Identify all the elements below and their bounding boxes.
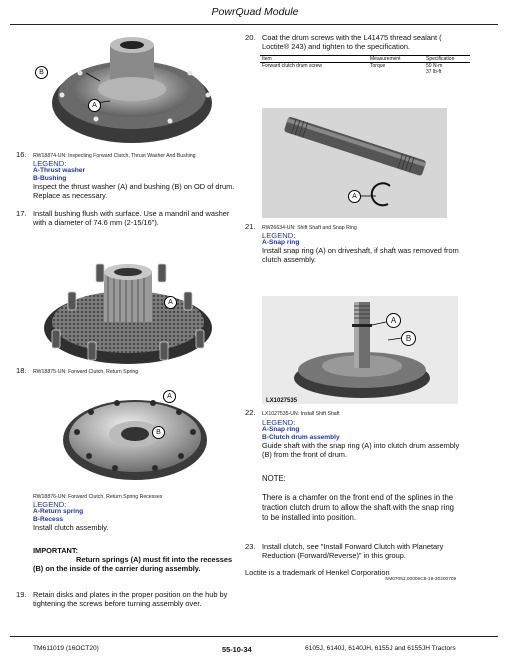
step-17-number: 17. (16, 209, 27, 218)
step-16-legend: LEGEND: (33, 159, 67, 168)
step-19-line-2: tightening the screws before turning assembly over. (33, 599, 202, 608)
page-header-title: PowrQuad Module (211, 6, 299, 18)
note-line-1: There is a chamfer on the front end of the splines in the (262, 493, 454, 502)
step-16-caption: RW18874-UN: Inspecting Forward Clutch, Thrust Washer And Bushing (33, 153, 196, 159)
legend-return-spring: A-Return spring (33, 508, 84, 515)
step-20-line-1: Coat the drum screws with the L41475 thread sealant ( (262, 33, 442, 42)
step-23-number: 23. (245, 542, 256, 551)
legend-recess: B-Recess (33, 516, 64, 523)
torque-spec-table (260, 55, 470, 75)
header-rule (10, 24, 498, 25)
step-17-line-2: with a diameter of 74.6 mm (2-15/16"). (33, 218, 159, 227)
photo-thrust-washer-bushing (40, 33, 220, 148)
step-19-number: 19. (16, 590, 27, 599)
callout-a-drum: A (386, 313, 401, 328)
note-line-3: to be installed into position. (262, 513, 357, 522)
step-17-line-1: Install bushing flush with surface. Use a mandril and washer (33, 209, 230, 218)
document-code: SM07053,00005C8-19-20200709 (385, 577, 457, 582)
footer-manual-id: TM611019 (16OCT20) (33, 645, 99, 652)
spec-value-imperial: 37 lb-ft (426, 69, 442, 75)
photo-return-spring-recesses (55, 392, 210, 486)
footer-rule (10, 636, 498, 637)
step-22-number: 22. (245, 408, 256, 417)
trademark-note: Loctite is a trademark of Henkel Corporation (245, 568, 390, 577)
photo4-legend: LEGEND: (33, 500, 67, 509)
legend-bushing: B-Bushing (33, 175, 67, 182)
callout-a-photo2: A (164, 296, 177, 309)
callout-b-drum: B (401, 331, 416, 346)
important-line-1: Return springs (A) must fit into the recesses (76, 555, 233, 564)
footer-page-number: 55-10-34 (222, 645, 252, 654)
step-23-line-2: Reduction (Forward/Reverse)" in this group. (262, 551, 406, 560)
step-16-text-2: Replace as necessary. (33, 191, 108, 200)
photo-id-label: LX1027535 (266, 398, 298, 404)
step-19-line-1: Retain disks and plates in the proper position on the hub by (33, 590, 228, 599)
legend-snap-ring: A-Snap ring (262, 239, 300, 246)
step-22-line-1: Guide shaft with the snap ring (A) into clutch drum assembly (262, 441, 460, 450)
step-22-caption: LX1027535-UN: Install Shift Shaft (262, 411, 340, 417)
step-20-number: 20. (245, 33, 256, 42)
callout-b: B (35, 66, 48, 79)
step-21-number: 21. (245, 222, 256, 231)
legend-snap-ring-22: A-Snap ring (262, 426, 300, 433)
important-line-2: (B) on the inside of the carrier during assembly. (33, 564, 201, 573)
footer-tractor-models: 6105J, 6140J, 6140JH, 6155J and 6155JH Tractors (305, 645, 456, 652)
note-label: NOTE: (262, 474, 286, 483)
step-16-number: 16. (16, 150, 27, 159)
legend-thrust-washer: A-Thrust washer (33, 167, 86, 174)
step-22-line-2: (B) from the front of drum. (262, 450, 348, 459)
legend-clutch-drum: B-Clutch drum assembly (262, 434, 340, 441)
step-16-text-1: Inspect the thrust washer (A) and bushing (B) on OD of drum. (33, 182, 235, 191)
spec-item: Forward clutch drum screw (262, 63, 323, 69)
spec-header-measurement: Measurement (370, 56, 401, 62)
callout-a: A (88, 99, 101, 112)
photo-return-spring (40, 258, 215, 370)
photo-install-shift-shaft (262, 296, 458, 404)
important-label: IMPORTANT: (33, 546, 79, 555)
photo4-caption: RW18876-UN: Forward Clutch, Return Spring Recesses (33, 494, 163, 500)
step-18-number: 18. (16, 366, 27, 375)
step-21-line-2: clutch assembly. (262, 255, 317, 264)
spec-header-item: Item (262, 56, 272, 62)
spec-header-specification: Specification (426, 56, 455, 62)
spec-value-metric: 50 N·m (426, 63, 443, 69)
callout-b-photo3: B (152, 426, 165, 439)
spec-measurement: Torque (370, 63, 386, 69)
callout-a-photo3: A (163, 390, 176, 403)
step-20-line-2: Loctite® 243) and tighten to the specification. (262, 42, 411, 51)
step-21-legend: LEGEND: (262, 231, 296, 240)
step-23-line-1: Install clutch, see "Install Forward Clutch with Planetary (262, 542, 444, 551)
step-21-line-1: Install snap ring (A) on driveshaft, if shaft was removed from (262, 246, 459, 255)
callout-a-shaft: A (348, 190, 361, 203)
photo4-instruction: Install clutch assembly. (33, 523, 109, 532)
note-line-2: traction clutch drum to allow the shaft with the snap ring (262, 503, 454, 512)
step-18-caption: RW18875-UN: Forward Clutch, Return Spring (33, 369, 139, 375)
step-21-caption: RW26634-UN: Shift Shaft and Snap Ring (262, 225, 357, 231)
step-22-legend: LEGEND: (262, 418, 296, 427)
